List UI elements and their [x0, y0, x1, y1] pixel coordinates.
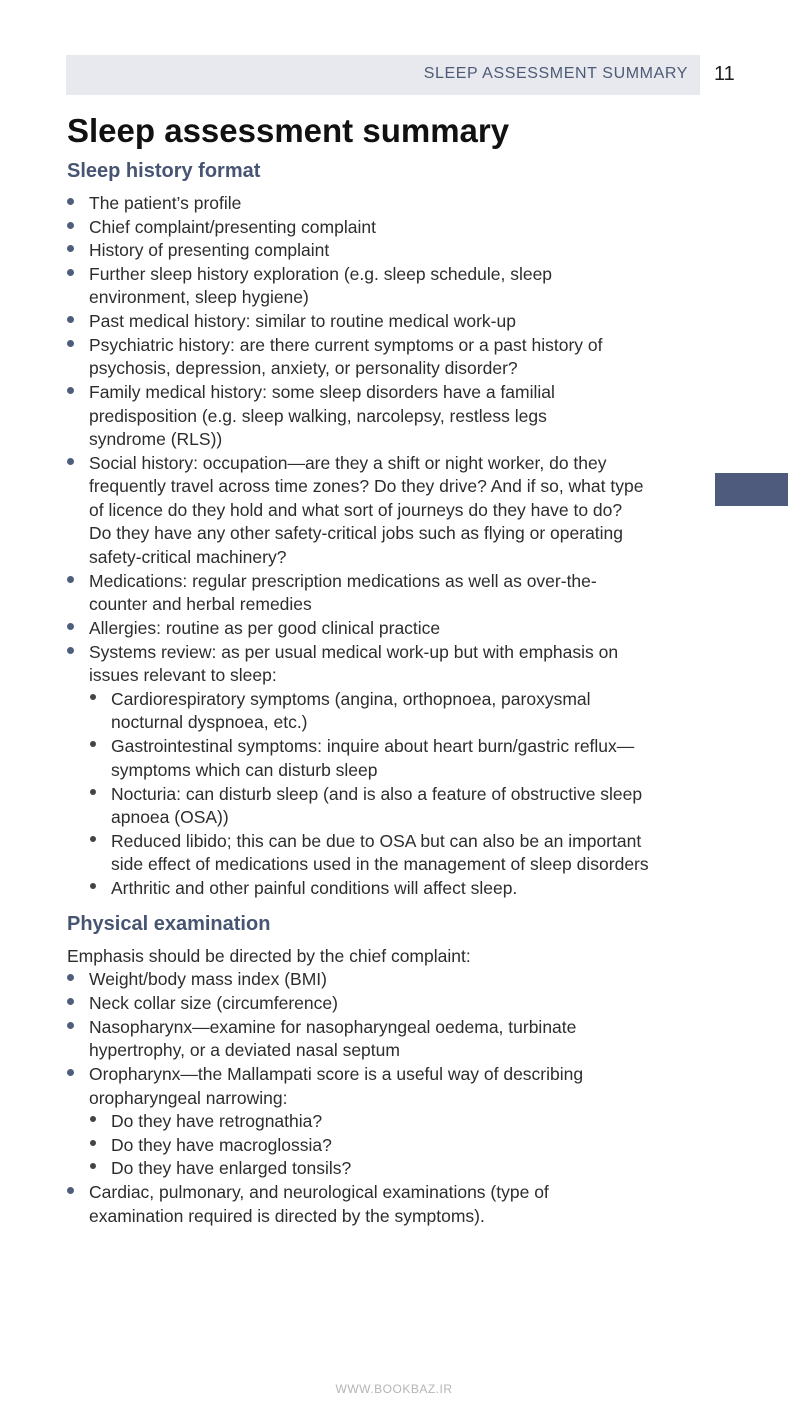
sub-bullet-icon [90, 836, 96, 842]
list-item-continuation: syndrome (RLS)) [89, 429, 223, 449]
sub-bullet-icon [90, 694, 96, 700]
running-header-title: SLEEP ASSESSMENT SUMMARY [423, 65, 688, 82]
sub-bullet-icon [90, 1163, 96, 1169]
sub-list-item: Do they have enlarged tonsils? [111, 1158, 352, 1178]
list-item: Psychiatric history: are there current symptoms or a past history of [89, 335, 603, 355]
list-item-continuation: predisposition (e.g. sleep walking, narcolepsy, restless legs [89, 406, 547, 426]
list-item: Allergies: routine as per good clinical practice [89, 618, 441, 638]
list-item: The patient’s profile [89, 193, 242, 213]
section-heading-physical-examination: Physical examination [67, 913, 271, 935]
list-item-continuation: Do they have any other safety-critical jobs such as flying or operating [89, 523, 624, 543]
list-item-continuation: of licence do they hold and what sort of journeys do they have to do? [89, 500, 623, 520]
sub-list-item: Reduced libido; this can be due to OSA but can also be an important [111, 831, 642, 851]
list-item: Chief complaint/presenting complaint [89, 217, 376, 237]
list-item: Neck collar size (circumference) [89, 993, 338, 1013]
list-item: Cardiac, pulmonary, and neurological examinations (type of [89, 1182, 549, 1202]
sub-list-item-continuation: side effect of medications used in the management of sleep disorders [111, 854, 649, 874]
sub-list-item: Nocturia: can disturb sleep (and is also a feature of obstructive sleep [111, 784, 643, 804]
list-item: Oropharynx—the Mallampati score is a useful way of describing [89, 1064, 584, 1084]
sub-list-item-continuation: nocturnal dyspnoea, etc.) [111, 712, 308, 732]
sub-bullet-icon [90, 789, 96, 795]
list-item-continuation: psychosis, depression, anxiety, or personality disorder? [89, 358, 518, 378]
list-item-continuation: hypertrophy, or a deviated nasal septum [89, 1040, 400, 1060]
list-item-continuation: issues relevant to sleep: [89, 665, 277, 685]
sub-list-item-continuation: symptoms which can disturb sleep [111, 760, 378, 780]
sub-bullet-icon [90, 1140, 96, 1146]
list-item: Weight/body mass index (BMI) [89, 969, 327, 989]
bullet-icon [67, 222, 74, 229]
sub-bullet-icon [90, 741, 96, 747]
bullet-icon [67, 576, 74, 583]
bullet-icon [67, 623, 74, 630]
bullet-icon [67, 458, 74, 465]
section-heading-sleep-history: Sleep history format [67, 160, 261, 182]
sub-list-item: Do they have macroglossia? [111, 1135, 332, 1155]
list-item: Nasopharynx—examine for nasopharyngeal oedema, turbinate [89, 1017, 577, 1037]
running-header [66, 55, 700, 95]
list-item: Family medical history: some sleep disorders have a familial [89, 382, 555, 402]
list-item: Medications: regular prescription medications as well as over-the- [89, 571, 597, 591]
bullet-icon [67, 974, 74, 981]
bullet-icon [67, 198, 74, 205]
page-number: 11 [714, 63, 735, 85]
bullet-icon [67, 998, 74, 1005]
list-item-continuation: oropharyngeal narrowing: [89, 1088, 288, 1108]
list-item: History of presenting complaint [89, 240, 330, 260]
sub-list-item: Do they have retrognathia? [111, 1111, 323, 1131]
bullet-icon [67, 647, 74, 654]
sub-bullet-icon [90, 883, 96, 889]
chapter-thumb-tab [715, 473, 788, 506]
list-item: Systems review: as per usual medical work-up but with emphasis on [89, 642, 619, 662]
bullet-icon [67, 269, 74, 276]
list-item-continuation: examination required is directed by the symptoms). [89, 1206, 485, 1226]
sub-list-item: Gastrointestinal symptoms: inquire about heart burn/gastric reflux— [111, 736, 635, 756]
bullet-icon [67, 1022, 74, 1029]
list-item-continuation: frequently travel across time zones? Do they drive? And if so, what type [89, 476, 644, 496]
page-title: Sleep assessment summary [67, 112, 510, 149]
list-item-continuation: counter and herbal remedies [89, 594, 312, 614]
sub-list-item: Cardiorespiratory symptoms (angina, orthopnoea, paroxysmal [111, 689, 591, 709]
bullet-icon [67, 1069, 74, 1076]
watermark: WWW.BOOKBAZ.IR [335, 1382, 453, 1396]
bullet-icon [67, 1187, 74, 1194]
list-item: Social history: occupation—are they a shift or night worker, do they [89, 453, 607, 473]
list-item: Further sleep history exploration (e.g. sleep schedule, sleep [89, 264, 553, 284]
sub-list-item-continuation: apnoea (OSA)) [111, 807, 229, 827]
sub-bullet-icon [90, 1116, 96, 1122]
bullet-icon [67, 316, 74, 323]
list-item-continuation: safety-critical machinery? [89, 547, 287, 567]
list-item: Past medical history: similar to routine medical work-up [89, 311, 516, 331]
sub-list-item: Arthritic and other painful conditions will affect sleep. [111, 878, 518, 898]
bullet-icon [67, 387, 74, 394]
list-item-continuation: environment, sleep hygiene) [89, 287, 309, 307]
bullet-icon [67, 245, 74, 252]
section-intro: Emphasis should be directed by the chief complaint: [67, 946, 471, 966]
bullet-icon [67, 340, 74, 347]
